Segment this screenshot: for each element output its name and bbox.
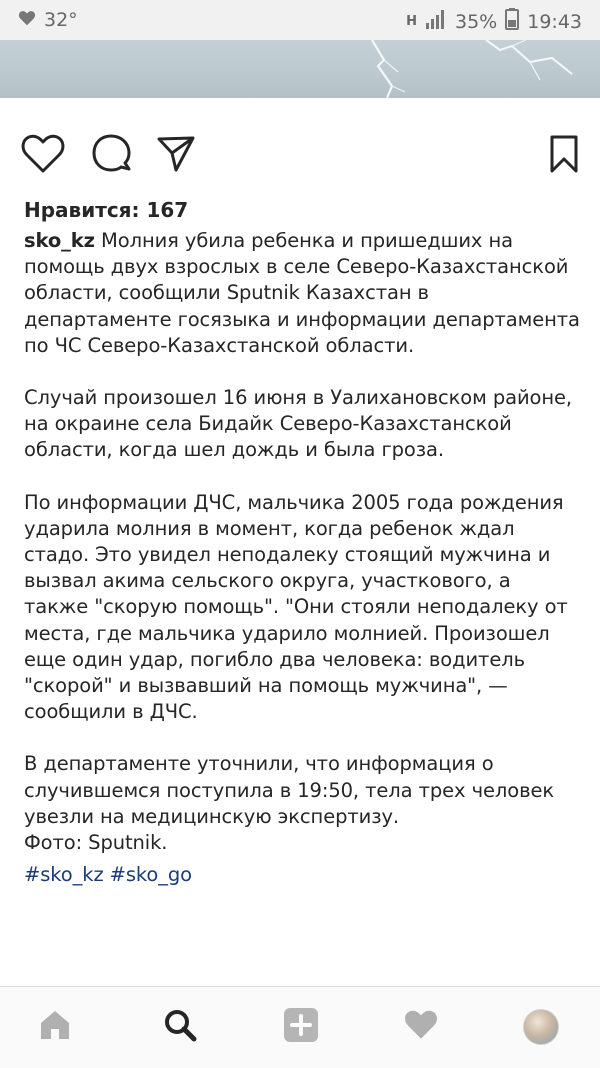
temperature-text: 32°: [44, 9, 78, 31]
battery-icon: [505, 8, 519, 35]
hashtag-link[interactable]: #sko_go: [109, 863, 192, 887]
caption-paragraph: Молния убила ребенка и пришедших на помощь двух взрослых в селе Северо-Казахстанской области, сообщили Sputnik Казахстан в департаменте госязыка и информации департамента по ЧС Северо-Казахстанской области.: [24, 229, 580, 357]
like-button[interactable]: [19, 130, 67, 182]
comment-button[interactable]: [88, 130, 136, 182]
save-button[interactable]: [540, 130, 588, 182]
nav-search-button[interactable]: [154, 1001, 206, 1053]
avatar: [523, 1009, 559, 1045]
bottom-navigation: [0, 986, 600, 1068]
clock: 19:43: [527, 10, 582, 33]
battery-percent: 35%: [455, 10, 498, 33]
share-icon: [156, 134, 196, 178]
caption-paragraph: По информации ДЧС, мальчика 2005 года рождения ударила молния в момент, когда ребенок ждал стадо. Это увидел неподалеку стоящий мужчина и вызвал акима сельского округа, участкового, а также "скорую помощь". "Они стояли неподалеку от места, где мальчика ударило молнией. Произошел еще один удар, погибло два человека: водитель "скорой" и вызвавший на помощь мужчина", — сообщили в ДЧС.: [24, 490, 568, 724]
hashtag-list: [24, 862, 580, 888]
nav-activity-button[interactable]: [395, 1001, 447, 1053]
photo-credit: Фото: Sputnik.: [24, 831, 168, 855]
likes-count[interactable]: Нравится: 167: [24, 198, 189, 222]
post-action-bar: [0, 130, 600, 186]
heart-icon: [403, 1009, 439, 1045]
search-icon: [163, 1008, 197, 1046]
comment-icon: [91, 133, 133, 179]
home-icon: [38, 1009, 72, 1045]
post-username[interactable]: sko_kz: [24, 229, 95, 252]
nav-add-button[interactable]: [275, 1001, 327, 1053]
hashtag-link[interactable]: #sko_kz: [24, 863, 104, 887]
bookmark-icon: [549, 134, 579, 178]
signal-icon: [425, 9, 447, 34]
share-button[interactable]: [152, 130, 200, 182]
post-caption: [24, 228, 580, 888]
caption-paragraph: Случай произошел 16 июня в Уалихановском районе, на окраине села Бидайк Северо-Казахстанской области, когда шел дождь и была гроза.: [24, 386, 573, 462]
post-photo[interactable]: [0, 40, 600, 98]
network-type: H: [406, 14, 417, 29]
lightning-graphic: [0, 40, 600, 98]
add-icon: [283, 1007, 319, 1047]
heart-notification-icon: [18, 9, 36, 31]
status-bar: [0, 0, 600, 40]
nav-profile-button[interactable]: [515, 1001, 567, 1053]
heart-icon: [21, 134, 65, 178]
caption-paragraph: В департаменте уточнили, что информация о случившемся поступила в 19:50, тела трех человек увезли на медицинскую экспертизу.: [24, 752, 555, 828]
nav-home-button[interactable]: [29, 1001, 81, 1053]
